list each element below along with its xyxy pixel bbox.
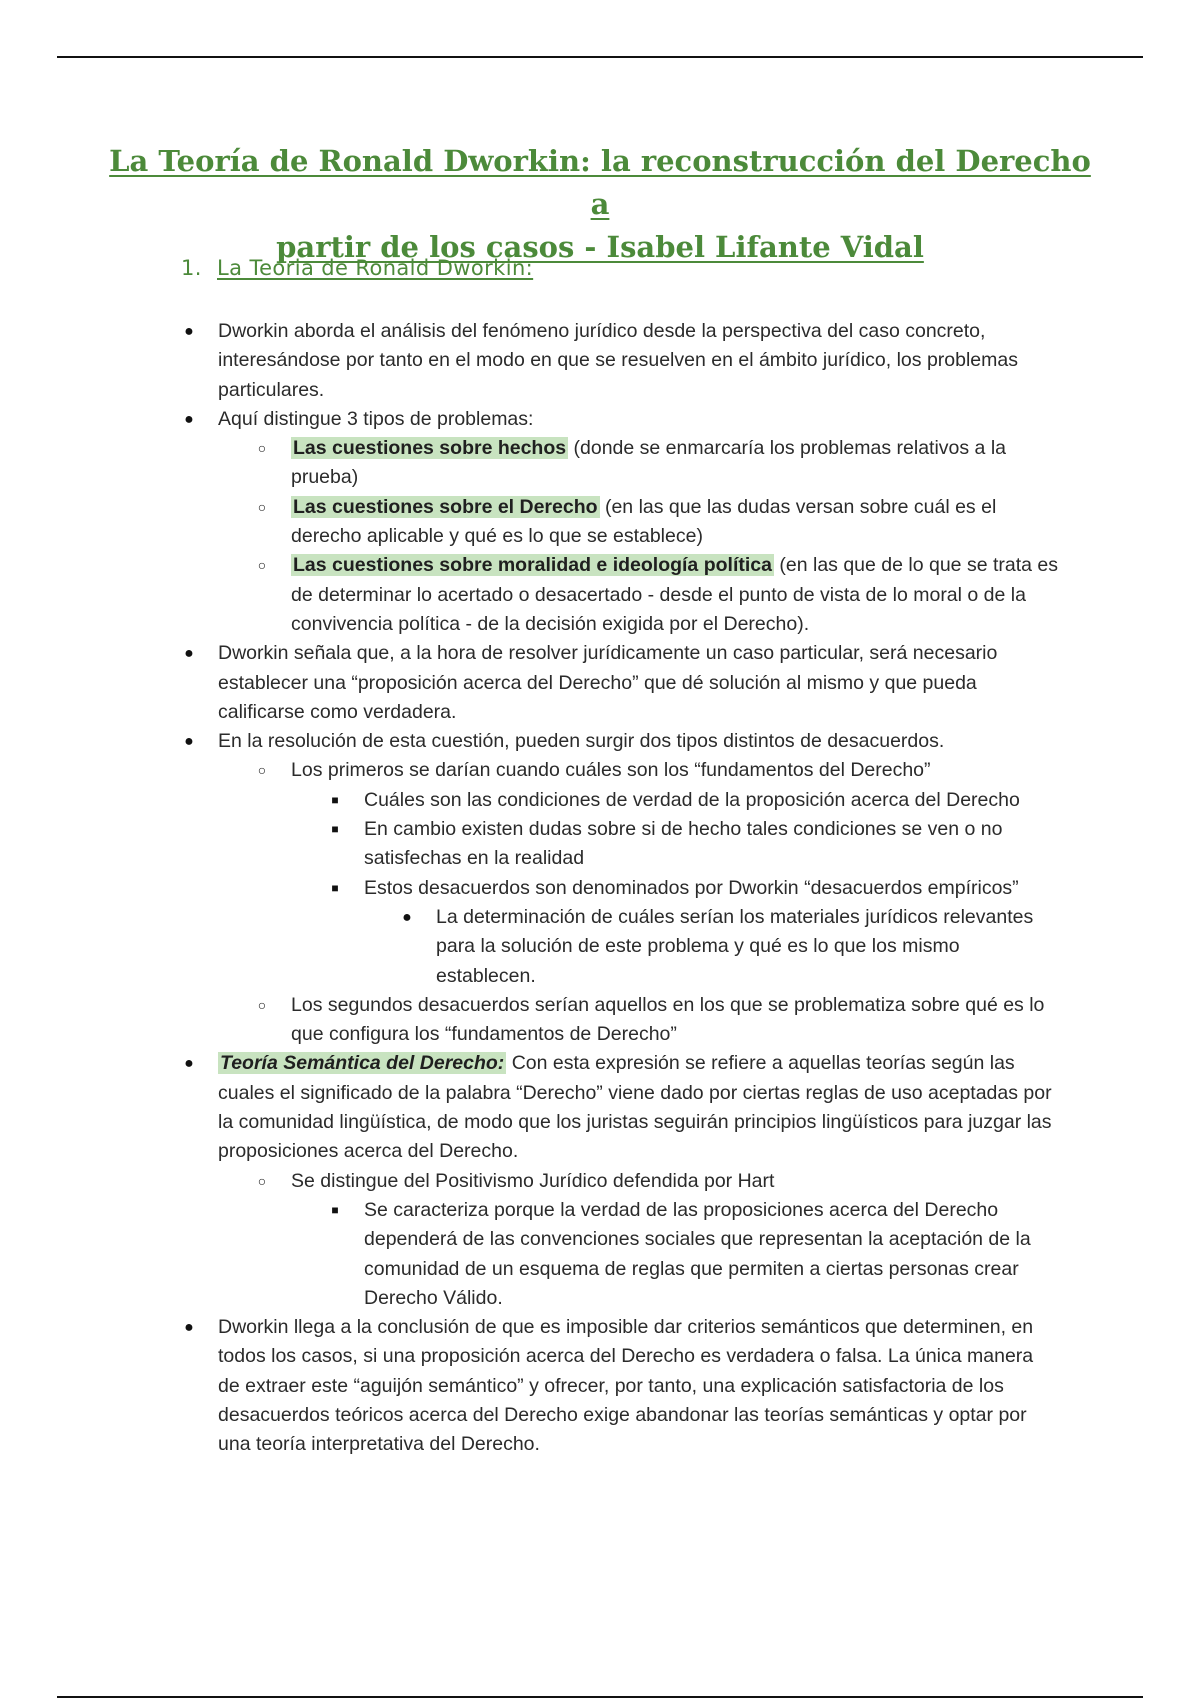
bullet-square-icon: ■	[331, 1202, 339, 1217]
list-item: ● En la resolución de esta cuestión, pueden surgir dos tipos distintos de desacuerdos.	[0, 727, 1060, 756]
bullet-dot-icon: ●	[184, 733, 194, 751]
list-item: ● La determinación de cuáles serían los materiales jurídicos relevantes para la solución de este problema y qué es lo que los mismo establecen.	[0, 903, 1061, 991]
title-line-2: partir de los casos - Isabel Lifante Vidal	[276, 230, 924, 264]
highlighted-term: Las cuestiones sobre hechos	[293, 437, 567, 460]
bullet-circle-icon: ○	[257, 1172, 267, 1189]
bullet-square-icon: ■	[331, 792, 339, 807]
top-rule	[57, 56, 1143, 58]
list-item: ○ Los segundos desacuerdos serían aquellos en los que se problematiza sobre qué es lo que configura los “fundamentos de Derecho”	[0, 991, 1061, 1050]
list-item: ■ En cambio existen dudas sobre si de hecho tales condiciones se ven o no satisfechas en la realidad	[0, 815, 1061, 874]
list-item: ○ Las cuestiones sobre hechos (donde se enmarcaría los problemas relativos a la prueba)	[0, 434, 1061, 493]
document-title	[100, 140, 1100, 269]
bullet-square-icon: ■	[331, 822, 339, 837]
document-body	[0, 317, 1200, 1460]
list-item: ○ Las cuestiones sobre moralidad e ideología política (en las que de lo que se trata es de determinar lo acertado o desacertado - desde el punto de vista de lo moral o de la convivencia política - de la decisión exigida por el Derecho).	[0, 551, 1061, 639]
highlighted-term: Las cuestiones sobre moralidad e ideología política	[293, 554, 772, 577]
bullet-circle-icon: ○	[257, 996, 267, 1013]
title-line-1: La Teoría de Ronald Dworkin: la reconstrucción del Derecho a	[109, 144, 1091, 221]
bullet-dot-icon: ●	[184, 1055, 194, 1073]
bullet-square-icon: ■	[331, 880, 339, 895]
list-item: ■ Estos desacuerdos son denominados por Dworkin “desacuerdos empíricos”	[0, 874, 1061, 903]
bullet-dot-icon: ●	[184, 410, 194, 428]
list-item: ● Dworkin señala que, a la hora de resolver jurídicamente un caso particular, será necesario establecer una “proposición acerca del Derecho” que dé solución al mismo y que pueda calificarse como verdadera.	[0, 639, 1060, 727]
section-heading-text: La Teoria de Ronald Dworkin:	[217, 256, 534, 280]
highlighted-term: Las cuestiones sobre el Derecho	[293, 495, 598, 518]
list-item: ● Dworkin aborda el análisis del fenómeno jurídico desde la perspectiva del caso concreto, interesándose por tanto en el modo en que se resuelven en el ámbito jurídico, los problemas particulares.	[0, 317, 1060, 405]
bullet-dot-icon: ●	[402, 908, 412, 926]
bullet-circle-icon: ○	[257, 762, 267, 779]
bullet-circle-icon: ○	[257, 557, 267, 574]
bullet-circle-icon: ○	[257, 440, 267, 457]
list-item: ○ Se distingue del Positivismo Jurídico defendida por Hart	[0, 1167, 1061, 1196]
bullet-dot-icon: ●	[184, 645, 194, 663]
list-item: ○ Las cuestiones sobre el Derecho (en las que las dudas versan sobre cuál es el derecho aplicable y qué es lo que se establece)	[0, 493, 1061, 552]
list-item: ● Dworkin llega a la conclusión de que es imposible dar criterios semánticos que determinen, en todos los casos, si una proposición acerca del Derecho es verdadera o falsa. La única manera de extraer este “aguijón semántico” y ofrecer, por tanto, una explicación satisfactoria de los desacuerdos teóricos acerca del Derecho exige abandonar las teorías semánticas y optar por una teoría interpretativa del Derecho.	[0, 1313, 1060, 1459]
bullet-dot-icon: ●	[184, 323, 194, 340]
bullet-circle-icon: ○	[257, 498, 267, 515]
section-number: 1.	[181, 256, 202, 280]
highlighted-term: Teoría Semántica del Derecho:	[220, 1052, 505, 1075]
list-item: ■ Se caracteriza porque la verdad de las proposiciones acerca del Derecho dependerá de las convenciones sociales que representan la aceptación de la comunidad de un esquema de reglas que permiten a ciertas personas crear Derecho Válido.	[0, 1196, 1061, 1313]
section-heading	[181, 256, 533, 280]
list-item: ● Teoría Semántica del Derecho: Con esta expresión se refiere a aquellas teorías según las cuales el significado de la palabra “Derecho” viene dado por ciertas reglas de uso aceptadas por la comunidad lingüística, de modo que los juristas seguirán principios lingüísticos para juzgar las proposiciones acerca del Derecho.	[0, 1049, 1060, 1166]
list-item: ■ Cuáles son las condiciones de verdad de la proposición acerca del Derecho	[0, 786, 1061, 815]
bottom-rule	[57, 1696, 1143, 1698]
bullet-dot-icon: ●	[184, 1319, 194, 1337]
list-item: ● Aquí distingue 3 tipos de problemas:	[0, 405, 1060, 434]
list-item: ○ Los primeros se darían cuando cuáles son los “fundamentos del Derecho”	[0, 756, 1061, 785]
